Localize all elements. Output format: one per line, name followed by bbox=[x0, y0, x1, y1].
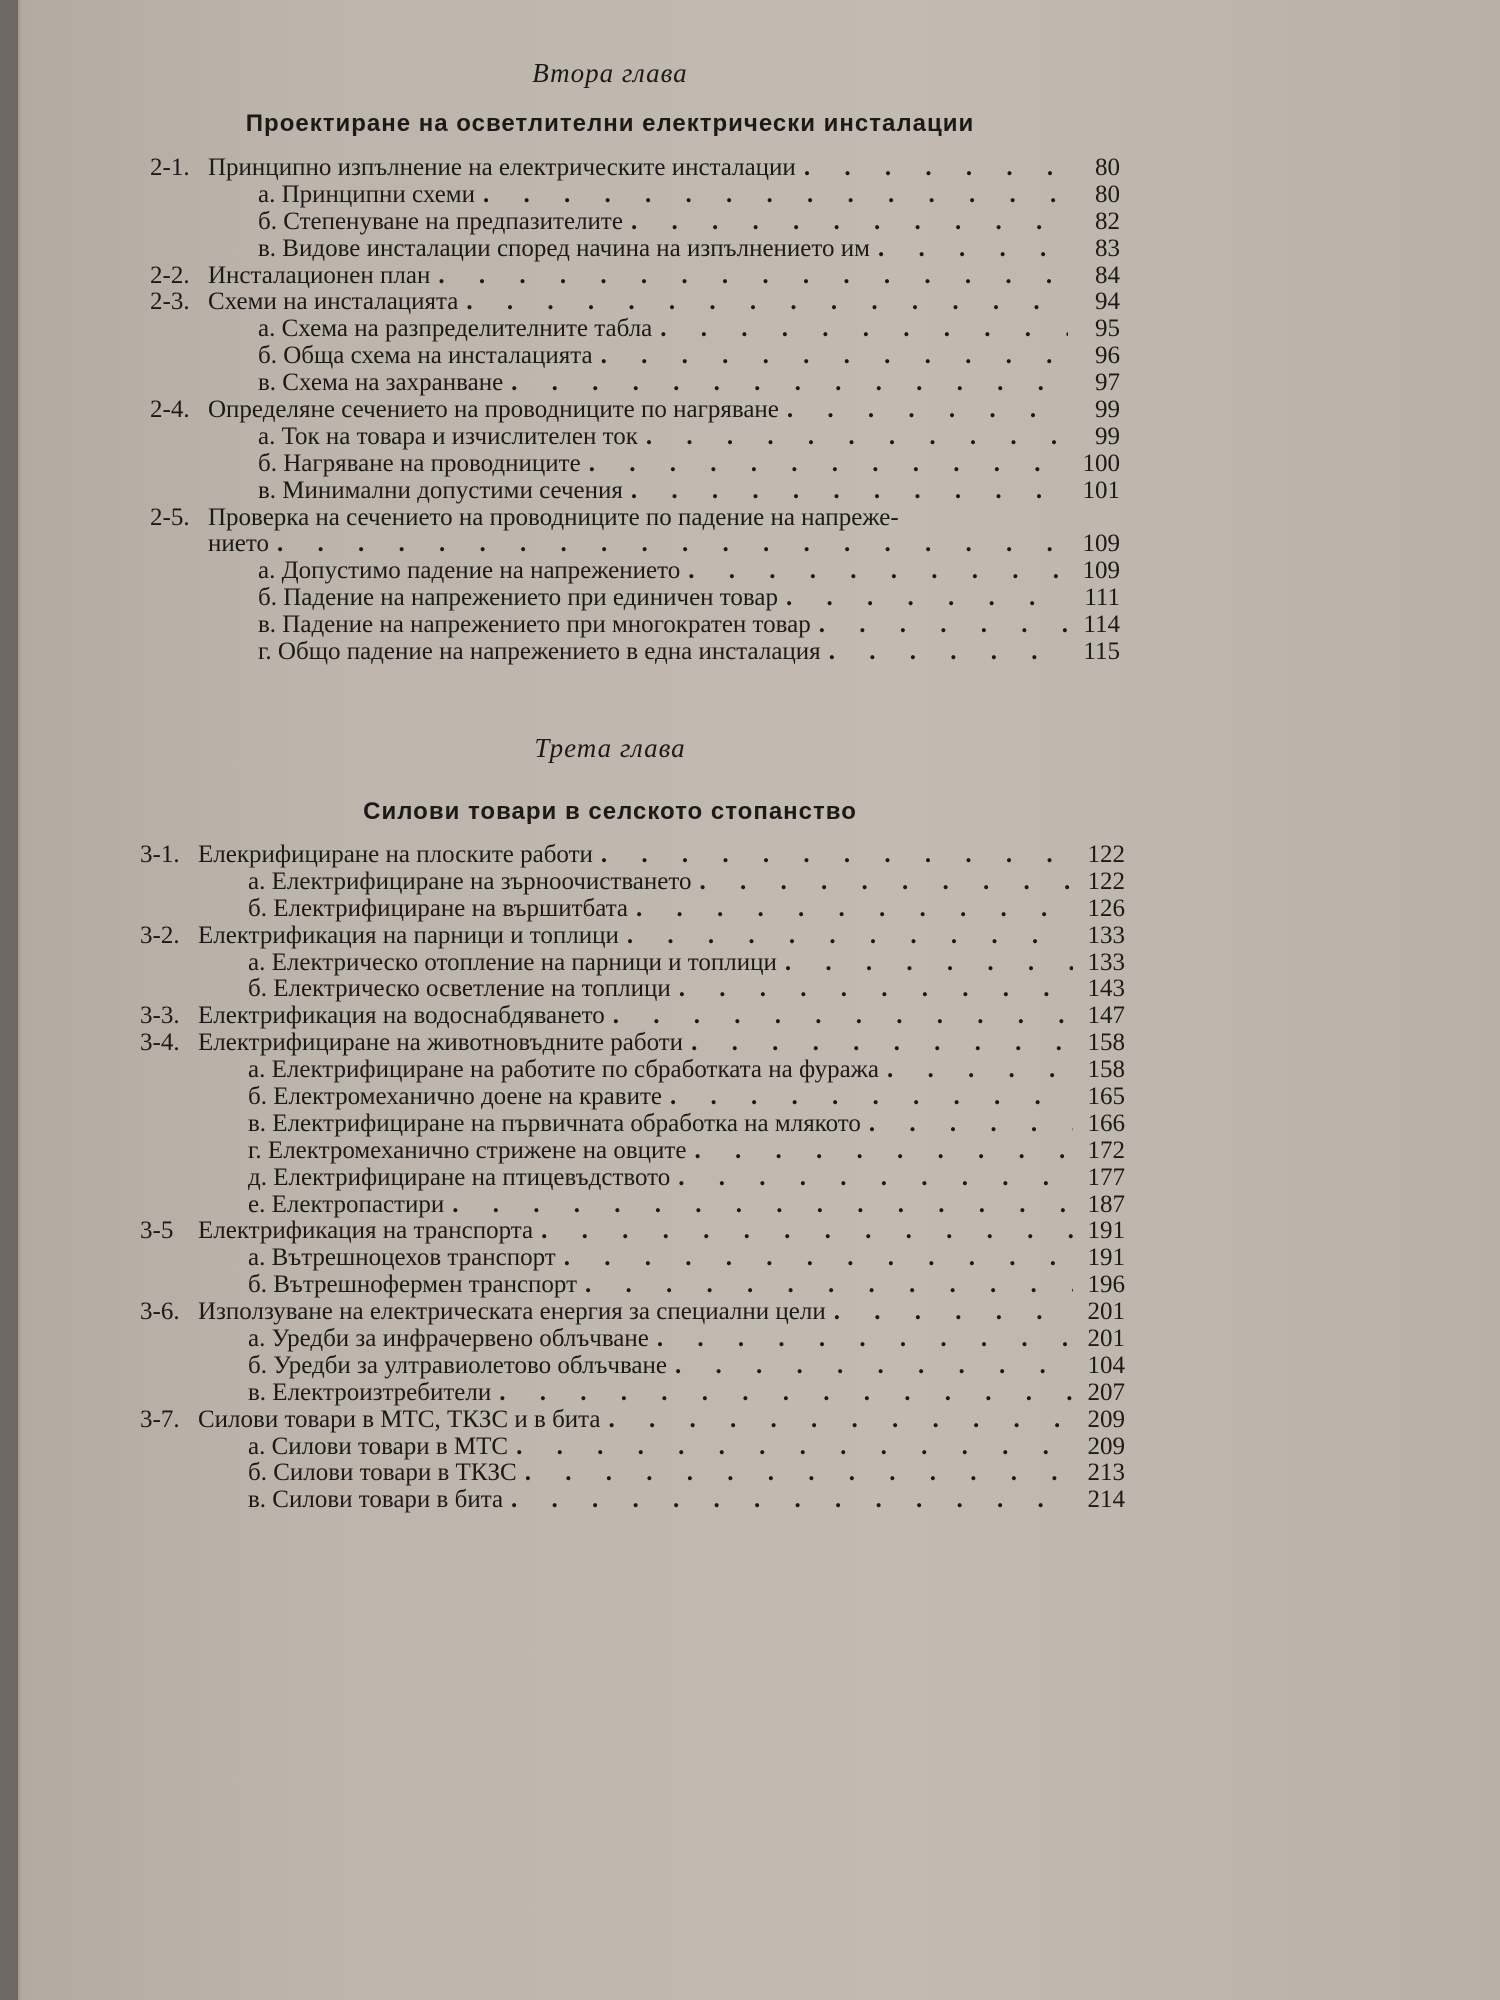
dot-leader bbox=[541, 1218, 1073, 1245]
entry-title: б. Уредби за ултравиолетово облъчване bbox=[248, 1351, 668, 1379]
entry-title: Електрификация на водоснабдяването bbox=[198, 1002, 605, 1030]
dot-leader bbox=[878, 236, 1068, 263]
entry-title: нието bbox=[208, 530, 269, 558]
page-number: 100 bbox=[1082, 449, 1120, 477]
section-number: 3-1. bbox=[140, 841, 180, 868]
toc-entry bbox=[150, 478, 1120, 505]
dot-leader bbox=[585, 1272, 1073, 1299]
page-number: 84 bbox=[1095, 261, 1120, 289]
entry-title: в. Падение на напрежението при многократен товар bbox=[258, 611, 811, 639]
dot-leader bbox=[511, 370, 1068, 397]
page-number: 133 bbox=[1087, 921, 1125, 949]
page-number: 111 bbox=[1084, 584, 1120, 612]
section-number: 2-5. bbox=[150, 503, 190, 531]
toc-entry bbox=[150, 316, 1120, 343]
chapter-2-toc bbox=[150, 155, 1120, 666]
toc-entry bbox=[150, 263, 1120, 290]
toc-entry bbox=[140, 1380, 1125, 1407]
section-number: 3-5 bbox=[140, 1217, 174, 1245]
page-number: 214 bbox=[1087, 1486, 1125, 1514]
toc-entry bbox=[140, 842, 1125, 869]
entry-title: Определяне сечението на проводниците по нагряване bbox=[208, 396, 779, 424]
dot-leader bbox=[819, 612, 1068, 639]
toc-entry bbox=[150, 209, 1120, 236]
toc-entry bbox=[150, 182, 1120, 209]
entry-title: б. Вътрешнофермен транспорт bbox=[248, 1271, 578, 1299]
toc-entry bbox=[150, 370, 1120, 397]
toc-entry bbox=[150, 612, 1120, 639]
page-number: 122 bbox=[1087, 841, 1125, 868]
toc-entry bbox=[140, 950, 1125, 977]
toc-entry bbox=[150, 558, 1120, 585]
dot-leader bbox=[660, 316, 1068, 343]
dot-leader bbox=[869, 1111, 1073, 1138]
entry-title: в. Схема на захранване bbox=[258, 369, 504, 397]
dot-leader bbox=[627, 923, 1073, 950]
toc-entry bbox=[150, 505, 1120, 532]
page-number: 191 bbox=[1087, 1244, 1125, 1272]
page-number: 101 bbox=[1082, 476, 1120, 504]
page-number: 209 bbox=[1087, 1405, 1125, 1433]
dot-leader bbox=[466, 289, 1068, 316]
section-number: 3-6. bbox=[140, 1298, 180, 1326]
toc-entry bbox=[150, 236, 1120, 263]
entry-title: в. Силови товари в бита bbox=[248, 1486, 504, 1514]
toc-entry bbox=[150, 424, 1120, 451]
entry-title: б. Електромеханично доене на кравите bbox=[248, 1083, 662, 1111]
page-number: 104 bbox=[1087, 1351, 1125, 1379]
dot-leader bbox=[804, 155, 1068, 182]
entry-title: в. Минимални допустими сечения bbox=[258, 476, 623, 504]
chapter-2-label: Втора глава bbox=[532, 58, 688, 88]
entry-title: в. Електроизтребители bbox=[248, 1378, 492, 1406]
dot-leader bbox=[675, 1353, 1073, 1380]
dot-leader bbox=[787, 397, 1068, 424]
page-number: 158 bbox=[1087, 1056, 1125, 1084]
toc-entry bbox=[140, 976, 1125, 1003]
page-number: 109 bbox=[1082, 530, 1120, 558]
toc-entry bbox=[140, 1057, 1125, 1084]
toc-entry bbox=[140, 1326, 1125, 1353]
toc-entry bbox=[150, 531, 1120, 558]
section-number: 3-4. bbox=[140, 1029, 180, 1057]
entry-title: б. Обща схема на инсталацията bbox=[258, 342, 593, 370]
dot-leader bbox=[699, 869, 1073, 896]
toc-entry bbox=[140, 1434, 1125, 1461]
page-number: 94 bbox=[1095, 288, 1120, 316]
entry-title: Електрифициране на животновъдните работи bbox=[198, 1029, 684, 1057]
entry-title: а. Ток на товара и изчислителен ток bbox=[258, 422, 638, 450]
entry-title: а. Принципни схеми bbox=[258, 180, 475, 208]
page-number: 126 bbox=[1087, 894, 1125, 922]
entry-title: Електрификация на транспорта bbox=[198, 1217, 534, 1245]
dot-leader bbox=[452, 1192, 1073, 1219]
page-number: 166 bbox=[1087, 1109, 1125, 1137]
page-number: 80 bbox=[1095, 154, 1120, 181]
section-number: 2-2. bbox=[150, 261, 190, 289]
toc-entry bbox=[140, 1299, 1125, 1326]
dot-leader bbox=[525, 1460, 1073, 1487]
page-number: 143 bbox=[1087, 975, 1125, 1003]
dot-leader bbox=[631, 209, 1068, 236]
dot-leader bbox=[564, 1245, 1073, 1272]
dot-leader bbox=[694, 1138, 1073, 1165]
entry-title: а. Допустимо падение на напрежението bbox=[258, 557, 681, 585]
toc-entry bbox=[150, 289, 1120, 316]
toc-entry bbox=[140, 1272, 1125, 1299]
toc-entry bbox=[140, 1407, 1125, 1434]
dot-leader bbox=[609, 1407, 1074, 1434]
dot-leader bbox=[601, 842, 1073, 869]
toc-entry bbox=[140, 1030, 1125, 1057]
dot-leader bbox=[829, 639, 1068, 666]
page-number: 209 bbox=[1087, 1432, 1125, 1460]
dot-leader bbox=[631, 478, 1068, 505]
page-number: 80 bbox=[1095, 180, 1120, 208]
toc-entry bbox=[140, 1353, 1125, 1380]
dot-leader bbox=[678, 1165, 1073, 1192]
dot-leader bbox=[589, 451, 1068, 478]
toc-entry bbox=[150, 451, 1120, 478]
dot-leader bbox=[516, 1434, 1073, 1461]
entry-title: Силови товари в МТС, ТКЗС и в бита bbox=[198, 1405, 601, 1433]
dot-leader bbox=[499, 1380, 1073, 1407]
toc-entry bbox=[150, 639, 1120, 666]
page-number: 187 bbox=[1087, 1190, 1125, 1218]
page-number: 191 bbox=[1087, 1217, 1125, 1245]
entry-title: г. Общо падение на напрежението в една инсталация bbox=[258, 638, 821, 666]
entry-title: а. Схема на разпределителните табла bbox=[258, 315, 653, 343]
page-number: 133 bbox=[1087, 948, 1125, 976]
toc-entry bbox=[140, 1111, 1125, 1138]
entry-title: б. Електрическо осветление на топлици bbox=[248, 975, 671, 1003]
page-number: 109 bbox=[1082, 557, 1120, 585]
dot-leader bbox=[438, 263, 1068, 290]
dot-leader bbox=[277, 531, 1068, 558]
page-number: 147 bbox=[1087, 1002, 1125, 1030]
toc-entry bbox=[140, 1245, 1125, 1272]
toc-entry bbox=[140, 1165, 1125, 1192]
dot-leader bbox=[887, 1057, 1073, 1084]
toc-entry bbox=[140, 1003, 1125, 1030]
page-number: 177 bbox=[1087, 1163, 1125, 1191]
toc-entry bbox=[150, 155, 1120, 182]
chapter-3-label: Трета глава bbox=[534, 733, 686, 763]
dot-leader bbox=[483, 182, 1068, 209]
page-number: 83 bbox=[1095, 234, 1120, 262]
dot-leader bbox=[613, 1003, 1073, 1030]
chapter-3-title: Силови товари в селското стопанство bbox=[363, 798, 857, 825]
toc-entry bbox=[140, 1138, 1125, 1165]
page-number: 196 bbox=[1087, 1271, 1125, 1299]
page-number: 165 bbox=[1087, 1083, 1125, 1111]
entry-title: б. Степенуване на предпазителите bbox=[258, 207, 623, 235]
section-number: 2-1. bbox=[150, 154, 190, 181]
entry-title: а. Вътрешноцехов транспорт bbox=[248, 1244, 556, 1272]
entry-title: г. Електромеханично стрижене на овците bbox=[248, 1136, 687, 1164]
entry-title: Елекрифициране на плоските работи bbox=[198, 841, 593, 868]
toc-entry bbox=[140, 869, 1125, 896]
toc-entry bbox=[140, 1084, 1125, 1111]
dot-leader bbox=[646, 424, 1068, 451]
dot-leader bbox=[657, 1326, 1073, 1353]
section-number: 3-7. bbox=[140, 1405, 180, 1433]
entry-title: б. Електрифициране на вършитбата bbox=[248, 894, 629, 922]
toc-entry bbox=[140, 1218, 1125, 1245]
section-number: 2-4. bbox=[150, 396, 190, 424]
dot-leader bbox=[688, 558, 1068, 585]
page-number: 201 bbox=[1087, 1325, 1125, 1353]
toc-entry bbox=[140, 1487, 1125, 1514]
page-number: 201 bbox=[1087, 1298, 1125, 1326]
page-number: 99 bbox=[1095, 422, 1120, 450]
dot-leader bbox=[601, 343, 1068, 370]
page-number: 207 bbox=[1087, 1378, 1125, 1406]
entry-title: Електрификация на парници и топлици bbox=[198, 921, 619, 949]
page-number: 114 bbox=[1083, 611, 1120, 639]
dot-leader bbox=[636, 896, 1073, 923]
page-number: 122 bbox=[1087, 867, 1125, 895]
chapter-2-title: Проектиране на осветлителни електрически инсталации bbox=[245, 110, 975, 137]
entry-title: а. Силови товари в МТС bbox=[248, 1432, 509, 1460]
entry-title: Инсталационен план bbox=[208, 261, 431, 289]
page-number: 158 bbox=[1087, 1029, 1125, 1057]
dot-leader bbox=[670, 1084, 1073, 1111]
toc-entry bbox=[140, 923, 1125, 950]
page-number: 97 bbox=[1095, 369, 1120, 397]
toc-entry bbox=[150, 397, 1120, 424]
page-number: 172 bbox=[1087, 1136, 1125, 1164]
entry-title: а. Електрифициране на зърноочистването bbox=[248, 867, 692, 895]
dot-leader bbox=[785, 950, 1073, 977]
toc-entry bbox=[150, 585, 1120, 612]
entry-title: Използуване на електрическата енергия за специални цели bbox=[198, 1298, 826, 1326]
entry-title: б. Силови товари в ТКЗС bbox=[248, 1459, 517, 1487]
entry-title: в. Електрифициране на първичната обработка на млякото bbox=[248, 1109, 861, 1137]
section-number: 3-2. bbox=[140, 921, 180, 949]
entry-title: б. Падение на напрежението при единичен товар bbox=[258, 584, 778, 612]
section-number: 3-3. bbox=[140, 1002, 180, 1030]
entry-title: в. Видове инсталации според начина на изпълнението им bbox=[258, 234, 870, 262]
page-number: 99 bbox=[1095, 396, 1120, 424]
dot-leader bbox=[834, 1299, 1073, 1326]
page-number: 95 bbox=[1095, 315, 1120, 343]
entry-title: а. Електрифициране на работите по сбработката на фуража bbox=[248, 1056, 880, 1084]
dot-leader bbox=[786, 585, 1068, 612]
entry-title: Схеми на инсталацията bbox=[208, 288, 459, 316]
toc-entry bbox=[140, 1460, 1125, 1487]
entry-title: а. Електрическо отопление на парници и топлици bbox=[248, 948, 777, 976]
chapter-3-toc bbox=[140, 842, 1125, 1514]
page-number: 82 bbox=[1095, 207, 1120, 235]
entry-title: е. Електропастири bbox=[248, 1190, 445, 1218]
page-number: 115 bbox=[1083, 638, 1120, 666]
dot-leader bbox=[511, 1487, 1073, 1514]
page-number: 213 bbox=[1087, 1459, 1125, 1487]
entry-title: Проверка на сечението на проводниците по падение на напреже- bbox=[208, 503, 899, 531]
section-number: 2-3. bbox=[150, 288, 190, 316]
entry-title: а. Уредби за инфрачервено облъчване bbox=[248, 1325, 649, 1353]
toc-entry bbox=[140, 896, 1125, 923]
toc-entry bbox=[150, 343, 1120, 370]
page-number: 96 bbox=[1095, 342, 1120, 370]
dot-leader bbox=[679, 976, 1073, 1003]
entry-title: б. Нагряване на проводниците bbox=[258, 449, 581, 477]
dot-leader bbox=[691, 1030, 1073, 1057]
entry-title: Принципно изпълнение на електрическите инсталации bbox=[208, 154, 796, 181]
entry-title: д. Електрифициране на птицевъдството bbox=[248, 1163, 671, 1191]
book-spine-edge bbox=[0, 0, 18, 2000]
toc-entry bbox=[140, 1192, 1125, 1219]
